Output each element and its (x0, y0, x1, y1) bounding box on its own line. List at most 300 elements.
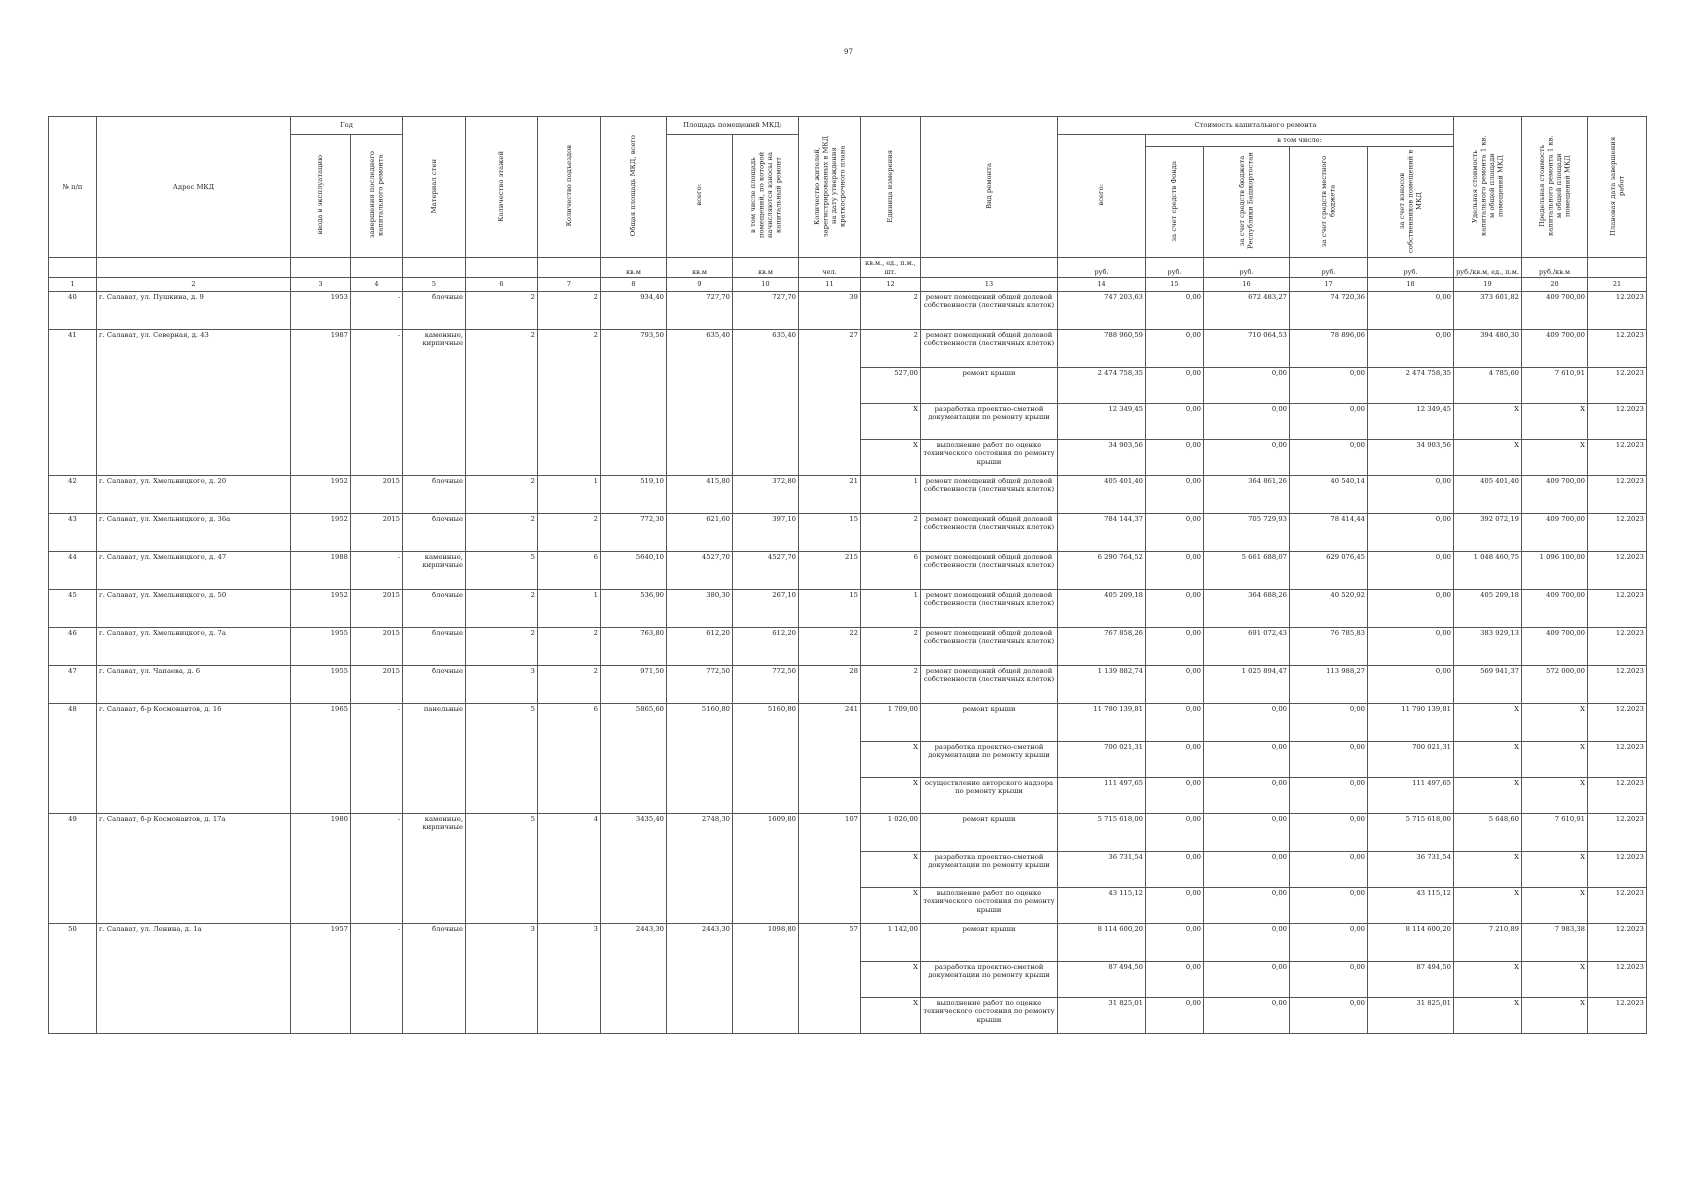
unit-cell (351, 258, 403, 277)
column-numbers-row (49, 277, 1647, 291)
cost-republic-cell: 1 025 894,47 (1204, 665, 1290, 703)
max-cost-cell: 409 700,00 (1522, 475, 1588, 513)
quantity-cell: X (861, 439, 921, 475)
unit-cost-cell: X (1454, 703, 1522, 741)
unit-cell: руб. (1058, 258, 1146, 277)
max-cost-cell: X (1522, 961, 1588, 997)
unit-cell (538, 258, 601, 277)
cost-total-cell: 31 825,01 (1058, 997, 1146, 1033)
address-cell: г. Салават, ул. Хмельницкого, д. 47 (97, 551, 291, 589)
cost-local-cell: 40 520,92 (1290, 589, 1368, 627)
column-number-cell: 9 (667, 277, 733, 291)
planned-date-cell: 12.2023 (1588, 923, 1647, 961)
header-cost-group: Стоимость капитального ремонта (1058, 117, 1454, 135)
cost-republic-cell: 0,00 (1204, 403, 1290, 439)
table-header (49, 117, 1647, 292)
floors-cell: 3 (466, 665, 538, 703)
planned-date-cell: 12.2023 (1588, 665, 1647, 703)
cost-total-cell: 2 474 758,35 (1058, 367, 1146, 403)
quantity-cell: 2 (861, 329, 921, 367)
cost-local-cell: 0,00 (1290, 403, 1368, 439)
cost-republic-cell: 710 064,53 (1204, 329, 1290, 367)
header-premises-area-group: Площадь помещений МКД: (667, 117, 799, 135)
unit-cost-cell: X (1454, 961, 1522, 997)
cost-owners-cell: 0,00 (1368, 627, 1454, 665)
year-built-cell: 1987 (291, 329, 351, 475)
header-year-group: Год (291, 117, 403, 135)
work-type-cell: разработка проектно-сметной документации по ремонту крыши (921, 403, 1058, 439)
header-address: Адрес МКД (97, 117, 291, 258)
cost-owners-cell: 87 494,50 (1368, 961, 1454, 997)
cost-fund-cell: 0,00 (1146, 741, 1204, 777)
unit-cost-cell: 394 480,30 (1454, 329, 1522, 367)
area-all-cell: 2443,30 (667, 923, 733, 1033)
cost-total-cell: 36 731,54 (1058, 851, 1146, 887)
column-number-cell: 15 (1146, 277, 1204, 291)
area-all-cell: 772,50 (667, 665, 733, 703)
column-number-cell: 1 (49, 277, 97, 291)
cost-republic-cell: 0,00 (1204, 813, 1290, 851)
total-area-cell: 772,30 (601, 513, 667, 551)
units-row (49, 258, 1647, 277)
cost-total-cell: 1 139 882,74 (1058, 665, 1146, 703)
material-cell: блочные (403, 627, 466, 665)
floors-cell: 2 (466, 475, 538, 513)
cost-republic-cell: 5 661 688,07 (1204, 551, 1290, 589)
table-row (49, 923, 1647, 961)
area-all-cell: 635,40 (667, 329, 733, 475)
table-row (49, 329, 1647, 367)
header-cost-total: всего: (1058, 135, 1146, 258)
cost-total-cell: 700 021,31 (1058, 741, 1146, 777)
max-cost-cell: 409 700,00 (1522, 627, 1588, 665)
unit-cell (1588, 258, 1647, 277)
quantity-cell: 1 142,00 (861, 923, 921, 961)
header-total-area: Общая площадь МКД, всего (601, 117, 667, 258)
header-cost-owners: за счет взносов собственников помещений в МКД (1368, 147, 1454, 258)
cost-owners-cell: 0,00 (1368, 589, 1454, 627)
header-year-commission: ввода в эксплуатацию (291, 135, 351, 258)
year-repair-cell: - (351, 813, 403, 923)
cost-fund-cell: 0,00 (1146, 887, 1204, 923)
area-owners-cell: 727,70 (733, 291, 799, 329)
table-row (49, 513, 1647, 551)
row-number: 45 (49, 589, 97, 627)
table-row (49, 589, 1647, 627)
cost-total-cell: 12 349,45 (1058, 403, 1146, 439)
planned-date-cell: 12.2023 (1588, 777, 1647, 813)
work-type-cell: ремонт помещений общей долевой собственности (лестничных клеток) (921, 627, 1058, 665)
work-type-cell: ремонт помещений общей долевой собственности (лестничных клеток) (921, 329, 1058, 367)
entrances-cell: 4 (538, 813, 601, 923)
planned-date-cell: 12.2023 (1588, 291, 1647, 329)
max-cost-cell: X (1522, 997, 1588, 1033)
entrances-cell: 3 (538, 923, 601, 1033)
unit-cost-cell: X (1454, 777, 1522, 813)
area-owners-cell: 4527,70 (733, 551, 799, 589)
area-all-cell: 612,20 (667, 627, 733, 665)
header-cost-local: за счет средств местного бюджета (1290, 147, 1368, 258)
unit-cell: руб. (1368, 258, 1454, 277)
table-row (49, 813, 1647, 851)
area-all-cell: 621,60 (667, 513, 733, 551)
column-number-cell: 16 (1204, 277, 1290, 291)
cost-republic-cell: 0,00 (1204, 923, 1290, 961)
cost-owners-cell: 0,00 (1368, 513, 1454, 551)
cost-local-cell: 0,00 (1290, 923, 1368, 961)
unit-cell (466, 258, 538, 277)
residents-cell: 107 (799, 813, 861, 923)
area-owners-cell: 397,10 (733, 513, 799, 551)
column-number-cell: 5 (403, 277, 466, 291)
planned-date-cell: 12.2023 (1588, 703, 1647, 741)
year-repair-cell: - (351, 329, 403, 475)
residents-cell: 215 (799, 551, 861, 589)
year-repair-cell: - (351, 703, 403, 813)
floors-cell: 5 (466, 813, 538, 923)
cost-fund-cell: 0,00 (1146, 627, 1204, 665)
year-built-cell: 1957 (291, 923, 351, 1033)
quantity-cell: 1 026,00 (861, 813, 921, 851)
row-number: 47 (49, 665, 97, 703)
planned-date-cell: 12.2023 (1588, 475, 1647, 513)
column-number-cell: 21 (1588, 277, 1647, 291)
cost-total-cell: 5 715 618,00 (1058, 813, 1146, 851)
planned-date-cell: 12.2023 (1588, 329, 1647, 367)
total-area-cell: 536,90 (601, 589, 667, 627)
table-body (49, 291, 1647, 1033)
material-cell: блочные (403, 589, 466, 627)
total-area-cell: 793,50 (601, 329, 667, 475)
floors-cell: 3 (466, 923, 538, 1033)
floors-cell: 5 (466, 551, 538, 589)
header-including-group: в том числе: (1146, 135, 1454, 147)
planned-date-cell: 12.2023 (1588, 741, 1647, 777)
entrances-cell: 2 (538, 513, 601, 551)
unit-cost-cell: 1 048 460,75 (1454, 551, 1522, 589)
row-number: 49 (49, 813, 97, 923)
column-number-cell: 12 (861, 277, 921, 291)
cost-total-cell: 87 494,50 (1058, 961, 1146, 997)
table-row (49, 703, 1647, 741)
material-cell: каменные, кирпичные (403, 813, 466, 923)
cost-owners-cell: 111 497,65 (1368, 777, 1454, 813)
repair-plan-sheet (48, 116, 1647, 1034)
cost-fund-cell: 0,00 (1146, 589, 1204, 627)
column-number-cell: 19 (1454, 277, 1522, 291)
quantity-cell: 1 (861, 589, 921, 627)
cost-total-cell: 405 209,18 (1058, 589, 1146, 627)
page-number: 97 (844, 48, 853, 56)
floors-cell: 5 (466, 703, 538, 813)
max-cost-cell: 572 000,00 (1522, 665, 1588, 703)
floors-cell: 2 (466, 589, 538, 627)
total-area-cell: 3435,40 (601, 813, 667, 923)
cost-republic-cell: 0,00 (1204, 741, 1290, 777)
row-number: 41 (49, 329, 97, 475)
work-type-cell: выполнение работ по оценке технического состояния по ремонту крыши (921, 439, 1058, 475)
unit-cell: руб. (1290, 258, 1368, 277)
unit-cell (97, 258, 291, 277)
max-cost-cell: 409 700,00 (1522, 513, 1588, 551)
area-all-cell: 4527,70 (667, 551, 733, 589)
cost-total-cell: 34 903,56 (1058, 439, 1146, 475)
max-cost-cell: 409 700,00 (1522, 589, 1588, 627)
work-type-cell: ремонт крыши (921, 367, 1058, 403)
cost-total-cell: 111 497,65 (1058, 777, 1146, 813)
unit-cost-cell: 405 401,40 (1454, 475, 1522, 513)
quantity-cell: X (861, 997, 921, 1033)
cost-local-cell: 0,00 (1290, 813, 1368, 851)
column-number-cell: 3 (291, 277, 351, 291)
cost-local-cell: 0,00 (1290, 961, 1368, 997)
work-type-cell: ремонт крыши (921, 703, 1058, 741)
cost-total-cell: 8 114 600,20 (1058, 923, 1146, 961)
cost-total-cell: 405 401,40 (1058, 475, 1146, 513)
header-cost-fund: за счет средств Фонда (1146, 147, 1204, 258)
header-no: № п/п (49, 117, 97, 258)
total-area-cell: 5865,60 (601, 703, 667, 813)
work-type-cell: осуществление авторского надзора по ремонту крыши (921, 777, 1058, 813)
cost-fund-cell: 0,00 (1146, 475, 1204, 513)
cost-local-cell: 40 540,14 (1290, 475, 1368, 513)
year-built-cell: 1952 (291, 589, 351, 627)
max-cost-cell: X (1522, 887, 1588, 923)
cost-owners-cell: 0,00 (1368, 291, 1454, 329)
max-cost-cell: X (1522, 439, 1588, 475)
cost-republic-cell: 0,00 (1204, 887, 1290, 923)
total-area-cell: 519,10 (601, 475, 667, 513)
unit-cost-cell: 373 601,82 (1454, 291, 1522, 329)
header-wall-material: Материал стен (403, 117, 466, 258)
work-type-cell: ремонт помещений общей долевой собственности (лестничных клеток) (921, 513, 1058, 551)
material-cell: каменные, кирпичные (403, 551, 466, 589)
quantity-cell: 2 (861, 291, 921, 329)
cost-fund-cell: 0,00 (1146, 851, 1204, 887)
planned-date-cell: 12.2023 (1588, 627, 1647, 665)
year-repair-cell: - (351, 291, 403, 329)
unit-cell: чел. (799, 258, 861, 277)
cost-local-cell: 0,00 (1290, 367, 1368, 403)
unit-cell: руб./кв.м, ед., п.м. (1454, 258, 1522, 277)
year-repair-cell: - (351, 551, 403, 589)
area-owners-cell: 1609,80 (733, 813, 799, 923)
header-year-last-repair: завершения последнего капитального ремонта (351, 135, 403, 258)
year-built-cell: 1988 (291, 551, 351, 589)
cost-total-cell: 43 115,12 (1058, 887, 1146, 923)
year-repair-cell: - (351, 923, 403, 1033)
work-type-cell: ремонт помещений общей долевой собственности (лестничных клеток) (921, 291, 1058, 329)
column-number-cell: 11 (799, 277, 861, 291)
quantity-cell: X (861, 777, 921, 813)
column-number-cell: 2 (97, 277, 291, 291)
cost-local-cell: 0,00 (1290, 887, 1368, 923)
quantity-cell: 2 (861, 665, 921, 703)
year-built-cell: 1955 (291, 665, 351, 703)
residents-cell: 15 (799, 589, 861, 627)
cost-local-cell: 78 896,06 (1290, 329, 1368, 367)
column-number-cell: 17 (1290, 277, 1368, 291)
planned-date-cell: 12.2023 (1588, 551, 1647, 589)
floors-cell: 2 (466, 513, 538, 551)
header-cost-republic: за счет средств бюджета Республики Башкортостан (1204, 147, 1290, 258)
row-number: 50 (49, 923, 97, 1033)
header-unit: Единица измерения (861, 117, 921, 258)
cost-owners-cell: 36 731,54 (1368, 851, 1454, 887)
cost-owners-cell: 34 903,56 (1368, 439, 1454, 475)
cost-local-cell: 76 785,83 (1290, 627, 1368, 665)
cost-owners-cell: 0,00 (1368, 329, 1454, 367)
column-number-cell: 14 (1058, 277, 1146, 291)
cost-fund-cell: 0,00 (1146, 403, 1204, 439)
cost-owners-cell: 43 115,12 (1368, 887, 1454, 923)
table-row (49, 627, 1647, 665)
header-area-owners: в том числе площадь помещений, по которой начисляются взносы на капитальный ремонт (733, 135, 799, 258)
year-built-cell: 1965 (291, 703, 351, 813)
cost-republic-cell: 364 688,26 (1204, 589, 1290, 627)
header-unit-cost: Удельная стоимость капитального ремонта 1 кв. м общей площади помещений МКД (1454, 117, 1522, 258)
cost-fund-cell: 0,00 (1146, 961, 1204, 997)
year-repair-cell: 2015 (351, 665, 403, 703)
material-cell: блочные (403, 665, 466, 703)
area-owners-cell: 612,20 (733, 627, 799, 665)
address-cell: г. Салават, ул. Хмельницкого, д. 7а (97, 627, 291, 665)
cost-republic-cell: 0,00 (1204, 997, 1290, 1033)
unit-cell: кв.м (601, 258, 667, 277)
unit-cost-cell: 405 209,18 (1454, 589, 1522, 627)
address-cell: г. Салават, ул. Чапаева, д. 6 (97, 665, 291, 703)
quantity-cell: X (861, 887, 921, 923)
entrances-cell: 6 (538, 703, 601, 813)
work-type-cell: выполнение работ по оценке технического состояния по ремонту крыши (921, 887, 1058, 923)
planned-date-cell: 12.2023 (1588, 513, 1647, 551)
unit-cost-cell: X (1454, 439, 1522, 475)
work-type-cell: разработка проектно-сметной документации по ремонту крыши (921, 961, 1058, 997)
max-cost-cell: X (1522, 777, 1588, 813)
column-number-cell: 6 (466, 277, 538, 291)
unit-cell: руб./кв.м (1522, 258, 1588, 277)
column-number-cell: 20 (1522, 277, 1588, 291)
cost-owners-cell: 2 474 758,35 (1368, 367, 1454, 403)
planned-date-cell: 12.2023 (1588, 961, 1647, 997)
quantity-cell: 2 (861, 513, 921, 551)
quantity-cell: 6 (861, 551, 921, 589)
work-type-cell: выполнение работ по оценке технического состояния по ремонту крыши (921, 997, 1058, 1033)
cost-owners-cell: 8 114 600,20 (1368, 923, 1454, 961)
planned-date-cell: 12.2023 (1588, 887, 1647, 923)
cost-fund-cell: 0,00 (1146, 291, 1204, 329)
total-area-cell: 2443,30 (601, 923, 667, 1033)
cost-republic-cell: 705 729,93 (1204, 513, 1290, 551)
cost-fund-cell: 0,00 (1146, 923, 1204, 961)
address-cell: г. Салават, ул. Пушкина, д. 9 (97, 291, 291, 329)
entrances-cell: 1 (538, 589, 601, 627)
year-repair-cell: 2015 (351, 513, 403, 551)
unit-cell (921, 258, 1058, 277)
unit-cell: руб. (1146, 258, 1204, 277)
work-type-cell: ремонт помещений общей долевой собственности (лестничных клеток) (921, 589, 1058, 627)
work-type-cell: разработка проектно-сметной документации по ремонту крыши (921, 741, 1058, 777)
column-number-cell: 8 (601, 277, 667, 291)
address-cell: г. Салават, б-р Космонавтов, д. 17а (97, 813, 291, 923)
cost-local-cell: 629 076,45 (1290, 551, 1368, 589)
cost-owners-cell: 5 715 618,00 (1368, 813, 1454, 851)
area-all-cell: 415,80 (667, 475, 733, 513)
cost-local-cell: 0,00 (1290, 741, 1368, 777)
header-planned-date: Плановая дата завершения работ (1588, 117, 1647, 258)
work-type-cell: ремонт помещений общей долевой собственности (лестничных клеток) (921, 551, 1058, 589)
unit-cost-cell: 569 941,37 (1454, 665, 1522, 703)
area-owners-cell: 1098,80 (733, 923, 799, 1033)
entrances-cell: 2 (538, 291, 601, 329)
total-area-cell: 934,40 (601, 291, 667, 329)
year-repair-cell: 2015 (351, 475, 403, 513)
work-type-cell: ремонт помещений общей долевой собственности (лестничных клеток) (921, 665, 1058, 703)
year-built-cell: 1953 (291, 291, 351, 329)
area-owners-cell: 267,10 (733, 589, 799, 627)
cost-republic-cell: 0,00 (1204, 777, 1290, 813)
header-floors: Количество этажей (466, 117, 538, 258)
cost-owners-cell: 31 825,01 (1368, 997, 1454, 1033)
row-number: 42 (49, 475, 97, 513)
cost-owners-cell: 12 349,45 (1368, 403, 1454, 439)
cost-local-cell: 74 720,36 (1290, 291, 1368, 329)
table-row (49, 551, 1647, 589)
year-repair-cell: 2015 (351, 589, 403, 627)
cost-total-cell: 788 960,59 (1058, 329, 1146, 367)
cost-owners-cell: 700 021,31 (1368, 741, 1454, 777)
planned-date-cell: 12.2023 (1588, 439, 1647, 475)
max-cost-cell: X (1522, 703, 1588, 741)
cost-local-cell: 0,00 (1290, 997, 1368, 1033)
max-cost-cell: 1 096 100,00 (1522, 551, 1588, 589)
planned-date-cell: 12.2023 (1588, 403, 1647, 439)
max-cost-cell: X (1522, 851, 1588, 887)
header-entrances: Количество подъездов (538, 117, 601, 258)
area-owners-cell: 372,80 (733, 475, 799, 513)
unit-cost-cell: 5 648,60 (1454, 813, 1522, 851)
row-number: 40 (49, 291, 97, 329)
quantity-cell: X (861, 741, 921, 777)
residents-cell: 15 (799, 513, 861, 551)
cost-fund-cell: 0,00 (1146, 997, 1204, 1033)
header-residents: Количество жителей, зарегистрированных в МКД на дату утверждения краткосрочного плана (799, 117, 861, 258)
column-number-cell: 10 (733, 277, 799, 291)
total-area-cell: 5640,10 (601, 551, 667, 589)
cost-republic-cell: 0,00 (1204, 439, 1290, 475)
planned-date-cell: 12.2023 (1588, 367, 1647, 403)
header-max-cost: Предельная стоимость капитального ремонта 1 кв. м общей площади помещений МКД (1522, 117, 1588, 258)
address-cell: г. Салават, ул. Хмельницкого, д. 50 (97, 589, 291, 627)
cost-local-cell: 78 414,44 (1290, 513, 1368, 551)
cost-republic-cell: 0,00 (1204, 851, 1290, 887)
max-cost-cell: 7 983,38 (1522, 923, 1588, 961)
work-type-cell: ремонт крыши (921, 923, 1058, 961)
residents-cell: 27 (799, 329, 861, 475)
area-owners-cell: 5160,80 (733, 703, 799, 813)
table-row (49, 475, 1647, 513)
cost-owners-cell: 0,00 (1368, 665, 1454, 703)
floors-cell: 2 (466, 627, 538, 665)
repair-plan-table (48, 116, 1647, 1034)
floors-cell: 2 (466, 291, 538, 329)
cost-republic-cell: 0,00 (1204, 961, 1290, 997)
unit-cost-cell: 392 072,19 (1454, 513, 1522, 551)
table-row (49, 291, 1647, 329)
unit-cell: руб. (1204, 258, 1290, 277)
area-owners-cell: 635,40 (733, 329, 799, 475)
planned-date-cell: 12.2023 (1588, 997, 1647, 1033)
